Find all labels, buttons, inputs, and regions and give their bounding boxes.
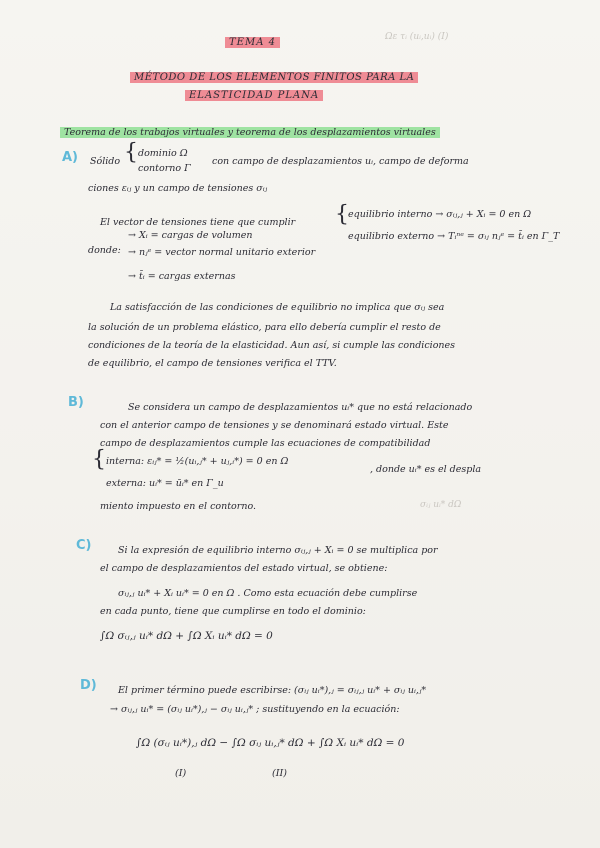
text-line: El primer término puede escribirse: (σᵢⱼ uᵢ*),ⱼ = σᵢⱼ,ⱼ uᵢ* + σᵢⱼ uᵢ,ⱼ* [118,685,427,696]
section-a-label: A) [62,150,79,165]
page-title: MÉTODO DE LOS ELEMENTOS FINITOS PARA LA [130,72,418,83]
text-line: externa: uᵢ* = ūᵢ* en Γ_u [106,478,224,489]
text-line: campo de desplazamientos cumple las ecuaciones de compatibilidad [100,438,431,449]
text-line: donde: [88,245,121,256]
brace: { [335,202,349,227]
subtitle: Teorema de los trabajos virtuales y teorema de los desplazamientos virtuales [60,127,440,138]
section-b-label: B) [68,395,84,410]
equation: ∫Ω (σᵢⱼ uᵢ*),ⱼ dΩ − ∫Ω σᵢⱼ uᵢ,ⱼ* dΩ + ∫Ω Xᵢ uᵢ* dΩ = 0 [136,737,405,749]
text-line: equilibrio interno → σᵢⱼ,ⱼ + Xᵢ = 0 en Ω [348,209,532,220]
text-line: , donde uᵢ* es el despla [370,464,482,475]
text-line: condiciones de la teoría de la elasticidad. Aun así, si cumple las condiciones [88,340,456,351]
text-line: σᵢⱼ,ⱼ uᵢ* + Xᵢ uᵢ* = 0 en Ω . Como esta ecuación debe cumplirse [118,588,418,599]
brace: { [92,447,106,472]
text-line: → t̄ᵢ = cargas externas [128,271,236,282]
text-line: el campo de desplazamientos del estado virtual, se obtiene: [100,563,388,574]
tema-label: TEMA 4 [225,37,280,48]
page-title-line2: ELASTICIDAD PLANA [185,90,323,101]
term-marker: (II) [272,768,287,779]
text-line: con campo de desplazamientos uᵢ, campo de deforma [212,156,469,167]
text-line: de equilibrio, el campo de tensiones verifica el TTV. [88,358,337,369]
text-line: Se considera un campo de desplazamientos uᵢ* que no está relacionado [128,402,473,413]
showthrough-text: Ωε τᵢ (uᵢ,uᵢ) (I) [385,32,449,42]
text-line: → Xᵢ = cargas de volumen [128,230,253,241]
equation: ∫Ω σᵢⱼ,ⱼ uᵢ* dΩ + ∫Ω Xᵢ uᵢ* dΩ = 0 [100,630,273,642]
text-line: → nⱼᵉ = vector normal unitario exterior [128,247,316,258]
text-line: ciones εᵢⱼ y un campo de tensiones σᵢⱼ [88,183,268,194]
text-line: dominio Ω [138,148,188,159]
section-d-label: D) [80,678,97,693]
term-marker: (I) [175,768,187,779]
section-c-label: C) [76,538,92,553]
showthrough-text: σᵢⱼ uᵢ* dΩ [420,500,462,510]
text-line: miento impuesto en el contorno. [100,501,257,512]
text-line: Si la expresión de equilibrio interno σᵢⱼ,ⱼ + Xᵢ = 0 se multiplica por [118,545,438,556]
text-line: equilibrio externo → Tᵢⁿᵉ = σᵢⱼ nⱼᵉ = t̄ᵢ en Γ_T [348,231,560,242]
text-line: Sólido [90,156,121,167]
text-line: interna: εᵢⱼ* = ½(uᵢ,ⱼ* + uⱼ,ᵢ*) = 0 en Ω [106,456,289,467]
text-line: con el anterior campo de tensiones y se denominará estado virtual. Este [100,420,449,431]
text-line: en cada punto, tiene que cumplirse en todo el dominio: [100,606,366,617]
text-line: La satisfacción de las condiciones de equilibrio no implica que σᵢⱼ sea [110,302,445,313]
text-line: contorno Γ [138,163,191,174]
text-line: la solución de un problema elástico, para ello debería cumplir el resto de [88,322,441,333]
text-line: → σᵢⱼ,ⱼ uᵢ* = (σᵢⱼ uᵢ*),ⱼ − σᵢⱼ uᵢ,ⱼ* ; sustituyendo en la ecuación: [110,704,400,715]
brace: { [124,140,138,165]
text-line: El vector de tensiones tiene que cumplir [100,217,296,228]
